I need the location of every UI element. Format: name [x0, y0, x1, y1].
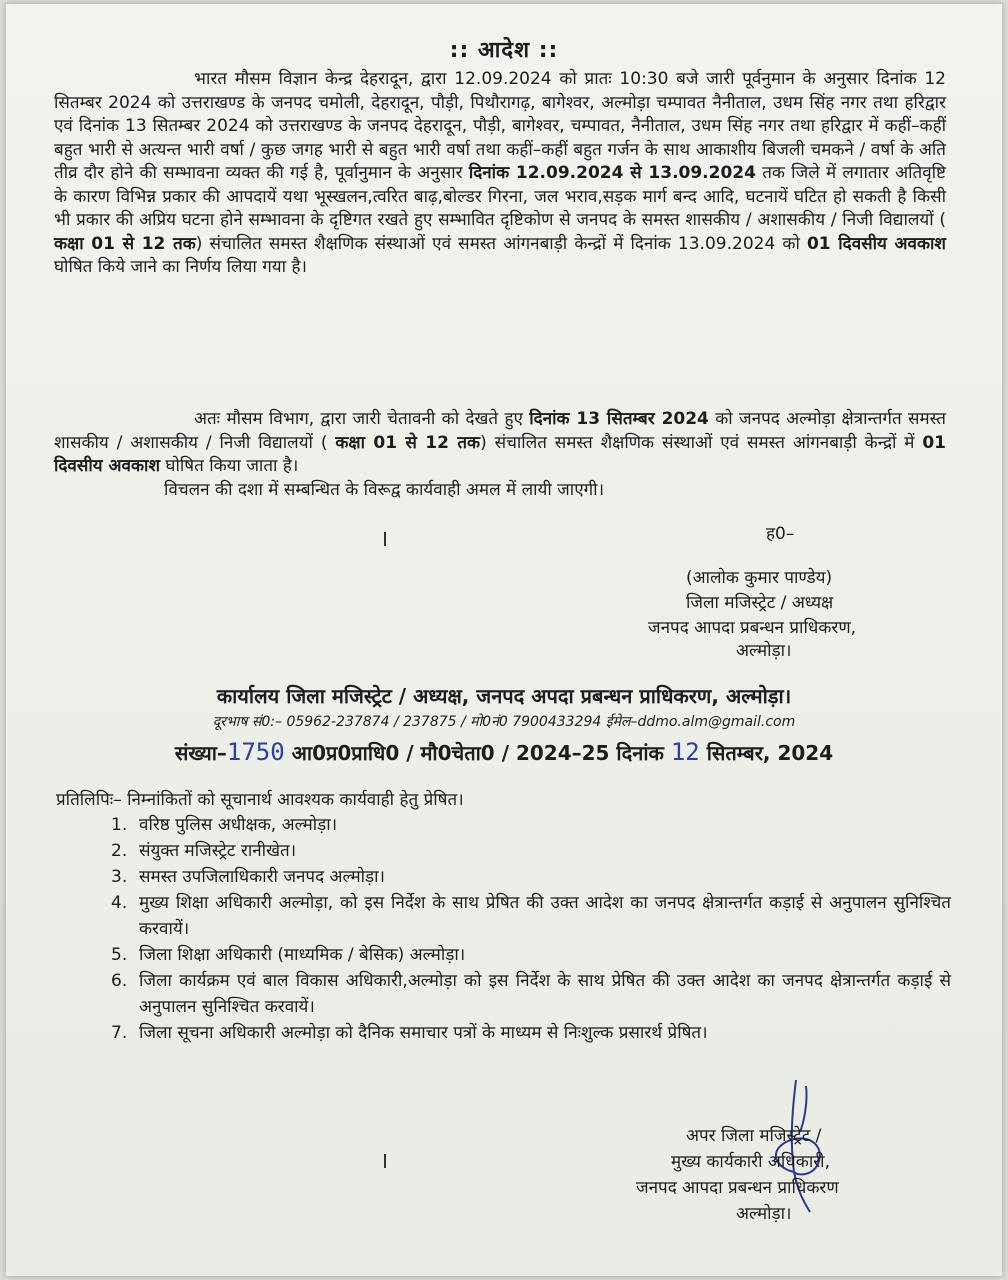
cc-list-item	[111, 812, 951, 838]
punch-mark	[384, 1154, 386, 1168]
cc-item-number: 2.	[111, 841, 128, 861]
cc-item-text: जिला कार्यक्रम एवं बाल विकास अधिकारी,अल्मोड़ा को इस निर्देश के साथ प्रेषित की उक्त आदेश का जनपद क्षेत्रान्तर्गत कड़ाई से अनुपालन सुनिश्चित करवायें।	[139, 971, 951, 1017]
reference-prefix: संख्या–	[174, 741, 227, 765]
cc-item-number: 7.	[111, 1023, 128, 1043]
signature-2-role: मुख्य कार्यकारी अधिकारी,	[671, 1152, 830, 1172]
cc-item-number: 5.	[111, 945, 128, 965]
punch-mark	[384, 532, 386, 546]
signature-1-designation: जिला मजिस्ट्रेट / अध्यक्ष	[686, 593, 834, 613]
para1-text-c: तक जिले में लगातार अतिवृष्टि के कारण विभिन्न प्रकार की आपदायें यथा भूस्खलन,त्वरित बाढ़,बोल्डर गिरना, जल भराव,सड़क मार्ग बन्द आदि, घटनायें घटित हो सकती है किसी भी प्रकार की अप्रिय घटना होने सम्भावना के दृष्टिगत रखते हुए सम्भावित दृष्टिकोण से जनपद के समस्त शासकीय / अशासकीय / निजी विद्यालयों (	[54, 163, 946, 230]
para1-text-e: ) संचालित समस्त शैक्षणिक संस्थाओं एवं समस्त आंगनबाड़ी केन्द्रों में दिनांक 13.09.2024 को	[195, 233, 807, 254]
office-heading: कार्यालय जिला मजिस्ट्रेट / अध्यक्ष, जनपद अपदा प्रबन्धन प्राधिकरण, अल्मोड़ा।	[216, 684, 792, 708]
cc-list-item	[111, 968, 951, 1020]
cc-item-number: 3.	[111, 867, 128, 887]
cc-list-item	[111, 942, 951, 968]
cc-item-text: समस्त उपजिलाधिकारी जनपद अल्मोड़ा।	[139, 867, 385, 887]
cc-list-item	[111, 1020, 951, 1046]
cc-item-text: संयुक्त मजिस्ट्रेट रानीखेत।	[139, 841, 297, 861]
cc-item-text: मुख्य शिक्षा अधिकारी अल्मोड़ा, को इस निर्देश के साथ प्रेषित की उक्त आदेश का जनपद क्षेत्रान्तर्गत कड़ाई से अनुपालन सुनिश्चित करवायें।	[139, 893, 951, 939]
signature-2-authority: जनपद आपदा प्रबन्धन प्राधिकरण	[636, 1178, 839, 1198]
cc-item-text: जिला शिक्षा अधिकारी (माध्यमिक / बेसिक) अल्मोड़ा।	[139, 945, 466, 965]
para1-text-g: घोषित किये जाने का निर्णय लिया गया है।	[54, 257, 307, 277]
para2-date: दिनांक 13 सितम्बर 2024	[529, 409, 709, 429]
para1-text-a: भारत मौसम विज्ञान केन्द्र देहरादून, द्वारा 12.09.2024 को प्रातः 10:30 बजे जारी पूर्वनुमान के अनुसार दिनांक 12 सितम्बर 2024 को उत्तराखण्ड के जनपद चमोली, देहरादून, पौड़ी, पिथौरागढ़, बागेश्वर, अल्मोड़ा चम्पावत नैनीताल, उधम सिंह नगर तथा हरिद्वार एवं दिनांक 13 सितम्बर 2024 को उत्तराखण्ड के जनपद देहरादून, पौड़ी, बागेश्वर, चम्पावत, नैनीताल, उधम सिंह नगर तथा हरिद्वार में कहीं–कहीं बहुत भारी से अत्यन्त भारी वर्षा / कुछ जगह भारी से बहुत भारी वर्षा तथा कहीं–कहीं बहुत गर्जन के साथ आकाशीय बिजली चमकने / वर्षा के अति तीव्र दौर होने की सम्भावना व्यक्त की गई है, पूर्वानुमान के अनुसार	[54, 69, 946, 183]
reference-month-year: सितम्बर, 2024	[699, 741, 834, 765]
reference-day: 12	[670, 738, 700, 766]
cc-list-item	[111, 838, 951, 864]
cc-list	[111, 812, 951, 1046]
cc-item-number: 1.	[111, 815, 128, 835]
signature-2-place: अल्मोड़ा।	[736, 1204, 792, 1224]
signature-1-name: (आलोक कुमार पाण्डेय)	[686, 568, 833, 588]
order-paragraph-1	[54, 68, 946, 280]
signature-1-signed: ह0–	[766, 524, 795, 544]
cc-item-text: वरिष्ठ पुलिस अधीक्षक, अल्मोड़ा।	[139, 815, 338, 835]
cc-item-number: 4.	[111, 893, 128, 913]
order-paragraph-3: विचलन की दशा में सम्बन्धित के विरूद्व कार्यवाही अमल में लायी जाएगी।	[164, 479, 605, 500]
para1-dates: दिनांक 12.09.2024 से 13.09.2024	[468, 163, 756, 183]
para2-text-g: घोषित किया जाता है।	[160, 456, 299, 476]
para2-text-a: अतः मौसम विभाग, द्वारा जारी चेतावनी को देखते हुए	[194, 409, 530, 429]
cc-item-number: 6.	[111, 971, 128, 991]
document-title: :: आदेश ::	[449, 38, 559, 63]
reference-code: आ0प्र0प्राधि0 / मौ0चेता0 / 2024–25 दिनांक	[284, 741, 671, 765]
para1-holiday: 01 दिवसीय अवकाश	[806, 233, 946, 254]
office-contact: दूरभाष सं0:– 05962-237874 / 237875 / मो0नं0 7900433294 ईमेल–ddmo.alm@gmail.com	[212, 714, 796, 730]
para2-holiday: 01 दिवसीय अवकाश	[54, 432, 946, 476]
signature-1-authority: जनपद आपदा प्रबन्धन प्राधिकरण,	[648, 618, 857, 638]
signature-2-designation: अपर जिला मजिस्ट्रेट /	[686, 1126, 822, 1146]
cc-list-item	[111, 864, 951, 890]
para2-text-e: ) संचालित समस्त शैक्षणिक संस्थाओं एवं समस्त आंगनबाड़ी केन्द्रों में	[480, 432, 923, 453]
order-document	[6, 4, 1002, 1276]
reference-number: 1750	[226, 738, 285, 766]
para1-class-range: कक्षा 01 से 12 तक	[54, 233, 196, 254]
para2-text-c: को जनपद अल्मोड़ा क्षेत्रान्तर्गत समस्त शासकीय / अशासकीय / निजी विद्यालयों (	[54, 409, 946, 453]
signature-1-place: अल्मोड़ा।	[736, 641, 792, 661]
cc-heading: प्रतिलिपिः– निम्नांकितों को सूचानार्थ आवश्यक कार्यवाही हेतु प्रेषित।	[56, 790, 464, 810]
cc-list-item	[111, 890, 951, 942]
para2-class-range: कक्षा 01 से 12 तक	[335, 432, 481, 453]
reference-line	[6, 738, 1002, 766]
cc-item-text: जिला सूचना अधिकारी अल्मोड़ा को दैनिक समाचार पत्रों के माध्यम से निःशुल्क प्रसारर्थ प्रेषित।	[139, 1023, 708, 1043]
signature-1-block	[686, 566, 833, 616]
order-paragraph-2	[54, 408, 946, 502]
